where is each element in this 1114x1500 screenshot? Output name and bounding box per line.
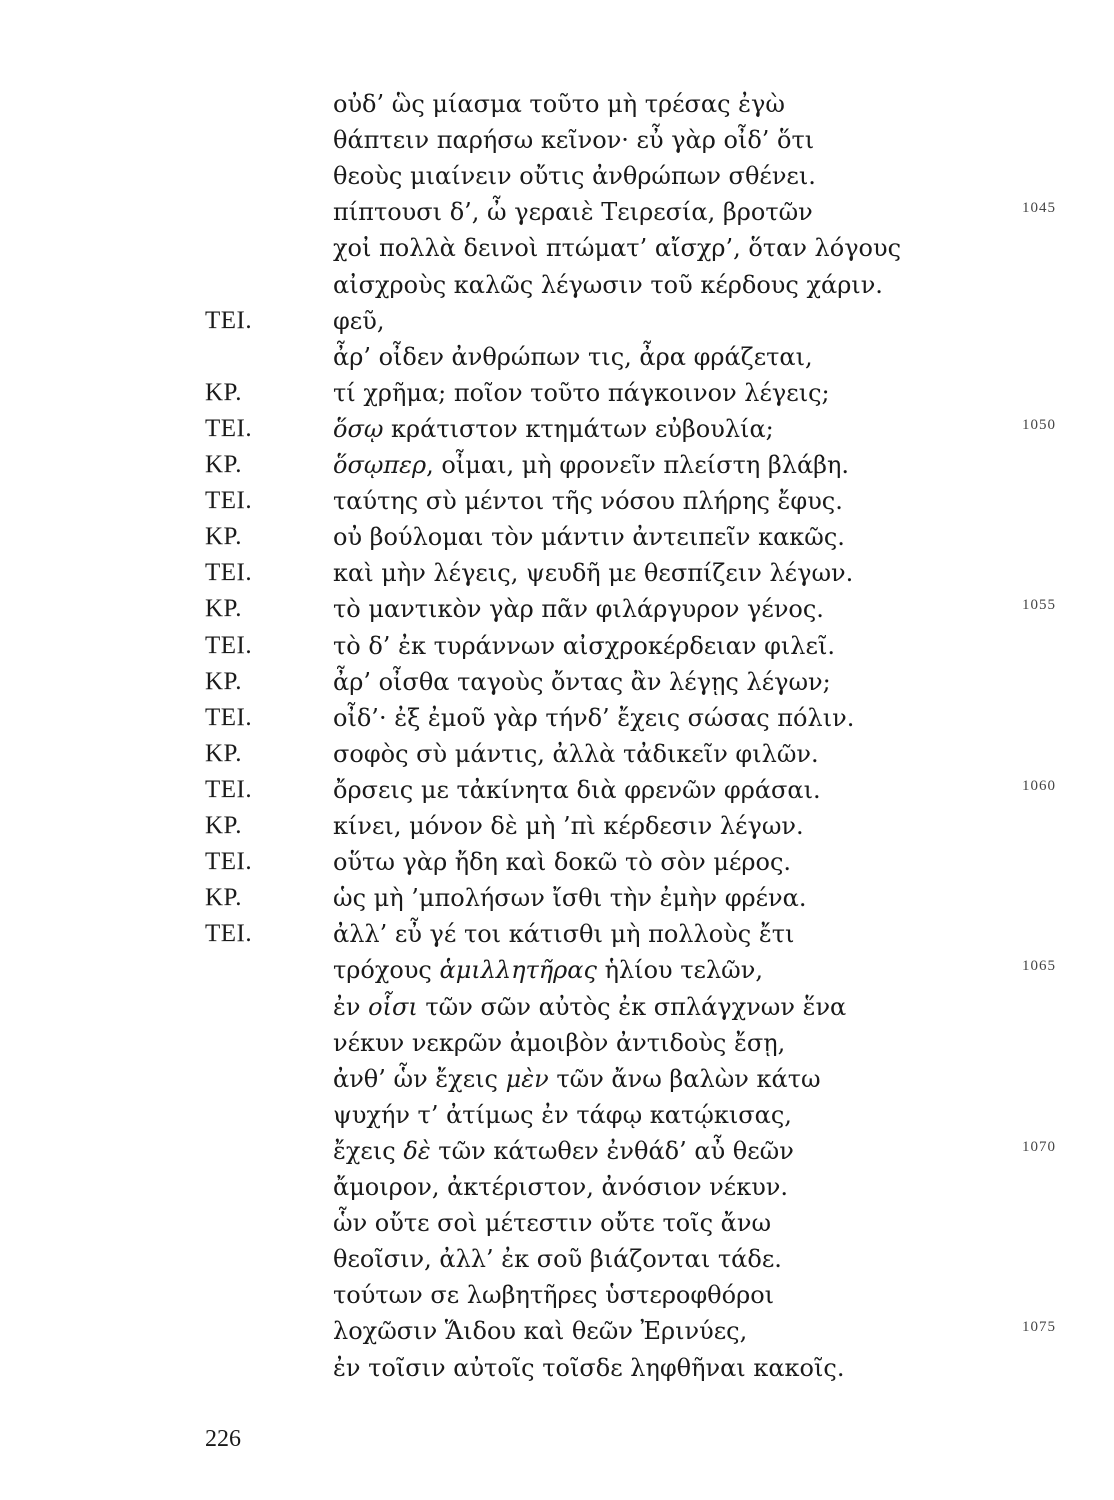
verse-text xyxy=(333,1350,844,1386)
verse-line xyxy=(0,1169,1114,1205)
verse-segment: ἀνθ’ ὧν ἔχεις xyxy=(333,1064,506,1093)
verse-text xyxy=(333,86,785,122)
verse-text xyxy=(333,1277,774,1313)
verse-segment: ψυχήν τ’ ἀτίμως ἐν τάφῳ κατῴκισας, xyxy=(333,1100,792,1129)
italic-word: οἷσι xyxy=(368,992,418,1021)
verse-text xyxy=(333,158,816,194)
verse-text xyxy=(333,591,824,627)
verse-segment: χοἰ πολλὰ δεινοὶ πτώματ’ αἴσχρ’, ὅταν λόγους xyxy=(333,234,902,263)
verse-line xyxy=(0,303,1114,339)
verse-segment: , οἶμαι, μὴ φρονεῖν πλείστη βλάβη. xyxy=(426,451,850,479)
verse-line xyxy=(0,952,1114,988)
verse-line xyxy=(0,880,1114,916)
verse-text xyxy=(333,916,794,952)
verse-segment: ταύτης σὺ μέντοι τῆς νόσου πλήρης ἔφυς. xyxy=(333,487,843,516)
page-number: 226 xyxy=(205,1426,241,1452)
verse-segment: τὸ δ’ ἐκ τυράννων αἰσχροκέρδειαν φιλεῖ. xyxy=(333,631,835,660)
verse-segment: τούτων σε λωβητῆρες ὑστεροφθόροι xyxy=(333,1281,775,1310)
verse-line xyxy=(0,591,1114,627)
verse-line xyxy=(0,1061,1114,1097)
verse-text xyxy=(333,267,883,303)
verse-segment: καὶ μὴν λέγεις, ψευδῆ με θεσπίζειν λέγων. xyxy=(333,559,854,588)
line-number: 1060 xyxy=(1022,777,1056,794)
verse-segment: ἐν τοῖσιν αὐτοῖς τοῖσδε ληφθῆναι κακοῖς. xyxy=(333,1353,845,1382)
verse-segment: τὸ μαντικὸν γὰρ πᾶν φιλάργυρον γένος. xyxy=(333,595,824,624)
verse-line xyxy=(0,664,1114,700)
verse-segment: ἄμοιρον, ἀκτέριστον, ἀνόσιον νέκυν. xyxy=(333,1173,789,1201)
verse-line xyxy=(0,808,1114,844)
verse-segment: θεοὺς μιαίνειν οὔτις ἀνθρώπων σθένει. xyxy=(333,162,816,191)
verse-segment: λοχῶσιν Ἅιδου καὶ θεῶν Ἐρινύες, xyxy=(333,1317,748,1346)
verse-line xyxy=(0,483,1114,519)
speaker-label: ΤΕΙ. xyxy=(205,631,253,659)
speaker-label: ΚΡ. xyxy=(205,595,242,623)
italic-word: ὅσῳ xyxy=(333,414,384,443)
speaker-label: ΤΕΙ. xyxy=(205,306,253,334)
verse-text xyxy=(333,1241,782,1277)
italic-word: ἁμιλλητῆρας xyxy=(439,956,597,985)
verse-segment: ὡς μὴ ’μπολήσων ἴσθι τὴν ἐμὴν φρένα. xyxy=(333,884,807,913)
speaker-label: ΚΡ. xyxy=(205,378,242,406)
verse-segment: πίπτουσι δ’, ὦ γεραιὲ Τειρεσία, βροτῶν xyxy=(333,198,813,227)
verse-text xyxy=(333,808,804,844)
speaker-label: ΤΕΙ. xyxy=(205,775,253,803)
verse-text xyxy=(333,844,791,880)
speaker-label: ΤΕΙ. xyxy=(205,920,253,948)
verse-segment: ἆρ’ οἶδεν ἀνθρώπων τις, ἆρα φράζεται, xyxy=(333,342,813,371)
verse-text xyxy=(333,1205,771,1241)
verse-segment: θεοῖσιν, ἀλλ’ ἐκ σοῦ βιάζονται τάδε. xyxy=(333,1245,782,1274)
verse-line xyxy=(0,447,1114,483)
line-number: 1075 xyxy=(1022,1319,1056,1336)
verse-line xyxy=(0,267,1114,303)
verse-line xyxy=(0,916,1114,952)
verse-text xyxy=(333,700,854,736)
italic-word: ὅσῳπερ xyxy=(333,451,427,479)
verse-line xyxy=(0,194,1114,230)
speaker-label: ΚΡ. xyxy=(205,523,242,551)
verse-text xyxy=(333,122,814,158)
verse-line xyxy=(0,86,1114,122)
italic-word: δὲ xyxy=(403,1136,431,1165)
verse-line xyxy=(0,519,1114,555)
verse-text xyxy=(333,989,846,1025)
speaker-label: ΤΕΙ. xyxy=(205,414,253,442)
verse-line xyxy=(0,411,1114,447)
verse-text xyxy=(333,736,819,772)
verse-segment: φεῦ, xyxy=(333,306,385,335)
verse-text xyxy=(333,303,384,339)
verse-line xyxy=(0,1097,1114,1133)
verse-segment: νέκυν νεκρῶν ἀμοιβὸν ἀντιδοὺς ἔσῃ, xyxy=(333,1028,786,1057)
italic-word: μὲν xyxy=(505,1064,549,1093)
verse-line xyxy=(0,1133,1114,1169)
verse-segment: κίνει, μόνον δὲ μὴ ’πὶ κέρδεσιν λέγων. xyxy=(333,812,804,840)
verse-text xyxy=(333,555,853,591)
verse-line xyxy=(0,339,1114,375)
verse-segment: αἰσχροὺς καλῶς λέγωσιν τοῦ κέρδους χάριν. xyxy=(333,270,883,299)
line-number: 1065 xyxy=(1022,958,1056,975)
verse-line xyxy=(0,700,1114,736)
verse-text xyxy=(333,628,835,664)
verse-segment: ἀλλ’ εὖ γέ τοι κάτισθι μὴ πολλοὺς ἔτι xyxy=(333,920,795,949)
verse-segment: τρόχους xyxy=(333,956,440,985)
verse-line xyxy=(0,375,1114,411)
speaker-label: ΚΡ. xyxy=(205,667,242,695)
verse-text xyxy=(333,230,901,266)
verse-segment: οὐ βούλομαι τὸν μάντιν ἀντειπεῖν κακῶς. xyxy=(333,523,845,552)
verse-segment: ὄρσεις με τἀκίνητα διὰ φρενῶν φράσαι. xyxy=(333,775,821,804)
verse-text xyxy=(333,194,813,230)
verse-segment: ὧν οὔτε σοὶ μέτεστιν οὔτε τοῖς ἄνω xyxy=(333,1209,772,1238)
verse-line xyxy=(0,230,1114,266)
verse-text xyxy=(333,952,763,988)
verse-line xyxy=(0,736,1114,772)
verse-segment: ἔχεις xyxy=(333,1136,404,1165)
verse-line xyxy=(0,1241,1114,1277)
speaker-label: ΤΕΙ. xyxy=(205,703,253,731)
verse-text xyxy=(333,880,806,916)
verse-line xyxy=(0,844,1114,880)
verse-line xyxy=(0,628,1114,664)
speaker-label: ΤΕΙ. xyxy=(205,559,253,587)
line-number: 1070 xyxy=(1022,1138,1056,1155)
verse-segment: ἆρ’ οἶσθα ταγοὺς ὄντας ἂν λέγῃς λέγων; xyxy=(333,667,831,696)
verse-line xyxy=(0,1350,1114,1386)
verse-text xyxy=(333,1061,821,1097)
verse-text xyxy=(333,664,831,700)
verse-text xyxy=(333,1313,747,1349)
verse-line xyxy=(0,1025,1114,1061)
speaker-label: ΤΕΙ. xyxy=(205,848,253,876)
verse-line xyxy=(0,772,1114,808)
verse-line xyxy=(0,122,1114,158)
verse-line xyxy=(0,1205,1114,1241)
speaker-label: ΚΡ. xyxy=(205,812,242,839)
verse-text xyxy=(333,447,849,483)
verse-segment: ἐν xyxy=(333,992,369,1021)
verse-segment: τί χρῆμα; ποῖον τοῦτο πάγκοινον λέγεις; xyxy=(333,378,830,407)
verse-text xyxy=(333,1169,788,1205)
verse-line xyxy=(0,1277,1114,1313)
verse-text xyxy=(333,411,774,447)
verse-segment: οἶδ’· ἐξ ἐμοῦ γὰρ τήνδ’ ἔχεις σώσας πόλιν. xyxy=(333,703,855,732)
line-number: 1050 xyxy=(1022,416,1056,433)
speaker-label: ΚΡ. xyxy=(205,739,242,767)
verse-text xyxy=(333,483,843,519)
verse-segment: οὐδ’ ὣς μίασμα τοῦτο μὴ τρέσας ἐγὼ xyxy=(333,90,785,118)
verse-text xyxy=(333,1097,792,1133)
verse-text xyxy=(333,519,845,555)
verse-segment: τῶν κάτωθεν ἐνθάδ’ αὖ θεῶν xyxy=(430,1136,794,1165)
verse-line xyxy=(0,1313,1114,1349)
verse-segment: σοφὸς σὺ μάντις, ἀλλὰ τἀδικεῖν φιλῶν. xyxy=(333,739,819,768)
verse-text xyxy=(333,375,830,411)
verse-line xyxy=(0,555,1114,591)
verse-line xyxy=(0,989,1114,1025)
speaker-label: ΚΡ. xyxy=(205,451,242,478)
verse-segment: τῶν ἄνω βαλὼν κάτω xyxy=(548,1064,821,1093)
speaker-label: ΚΡ. xyxy=(205,884,242,912)
verse-segment: τῶν σῶν αὐτὸς ἐκ σπλάγχνων ἕνα xyxy=(417,992,847,1021)
verse-text xyxy=(333,1025,785,1061)
verse-text xyxy=(333,339,813,375)
line-number: 1045 xyxy=(1022,200,1056,217)
verse-segment: κράτιστον κτημάτων εὐβουλία; xyxy=(383,414,774,443)
verse-text xyxy=(333,1133,794,1169)
verse-segment: θάπτειν παρήσω κεῖνον· εὖ γὰρ οἶδ’ ὅτι xyxy=(333,126,815,155)
verse-segment: ἡλίου τελῶν, xyxy=(596,956,763,985)
verse-text xyxy=(333,772,821,808)
verse-segment: οὕτω γὰρ ἤδη καὶ δοκῶ τὸ σὸν μέρος. xyxy=(333,848,792,877)
speaker-label: ΤΕΙ. xyxy=(205,487,253,515)
line-number: 1055 xyxy=(1022,597,1056,614)
verse-line xyxy=(0,158,1114,194)
